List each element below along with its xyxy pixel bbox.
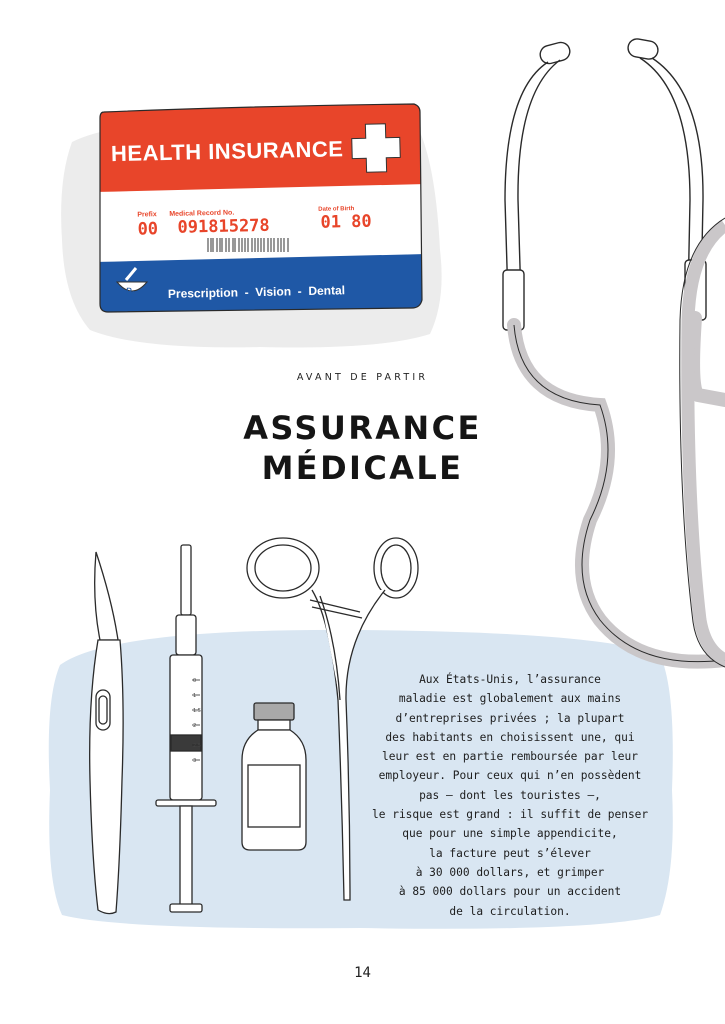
card-dob-value: 01 80 — [320, 211, 372, 233]
body-line: maladie est globalement aux mains — [398, 692, 622, 706]
page-title-line-2: MÉDICALE — [261, 449, 464, 487]
vial-illustration — [242, 703, 306, 850]
syringe-mark-3: 3 — [193, 758, 197, 764]
card-record-label: Medical Record No. — [169, 209, 235, 218]
svg-text:℞: ℞ — [126, 287, 135, 298]
body-line: à 85 000 dollars pour un accident — [398, 885, 622, 899]
body-line: employeur. Pour ceux qui n’en possèdent — [378, 769, 642, 783]
body-line: de la circulation. — [449, 904, 571, 918]
page-number: 14 — [354, 965, 371, 981]
syringe-mark-1: 1 — [193, 693, 197, 699]
card-dob-label: Date of Birth — [318, 206, 355, 213]
body-line: des habitants en choisissent une, qui — [385, 730, 635, 744]
syringe-illustration — [156, 545, 216, 912]
syringe-mark-0: 0 — [193, 678, 197, 684]
page-title-line-1: ASSURANCE — [243, 409, 482, 447]
body-line: le risque est grand : il suffit de penser — [372, 808, 649, 822]
syringe-mark-2-5: 2.5 — [193, 743, 201, 749]
body-line: la facture peut s’élever — [429, 846, 591, 860]
section-kicker: AVANT DE PARTIR — [296, 372, 429, 383]
syringe-mark-1-5: 1.5 — [193, 708, 201, 714]
body-line: à 30 000 dollars, et grimper — [415, 865, 605, 879]
body-line: pas – dont les touristes –, — [419, 788, 601, 802]
card-title: HEALTH INSURANCE — [110, 136, 344, 167]
page-title — [0, 408, 725, 488]
body-line: Aux États-Unis, l’assurance — [419, 673, 601, 686]
body-line: que pour une simple appendicite, — [402, 827, 618, 841]
body-line: d’entreprises privées ; la plupart — [395, 711, 625, 725]
article-body — [372, 670, 648, 921]
card-coverage: Prescription - Vision - Dental — [167, 283, 346, 301]
body-line: leur est en partie remboursée par leur — [382, 750, 638, 764]
card-prefix-value: 00 — [137, 219, 159, 240]
scalpel-illustration — [90, 552, 123, 914]
card-prefix-label: Prefix — [137, 211, 157, 219]
card-record-value: 091815278 — [177, 215, 270, 238]
syringe-mark-2: 2 — [193, 723, 197, 729]
